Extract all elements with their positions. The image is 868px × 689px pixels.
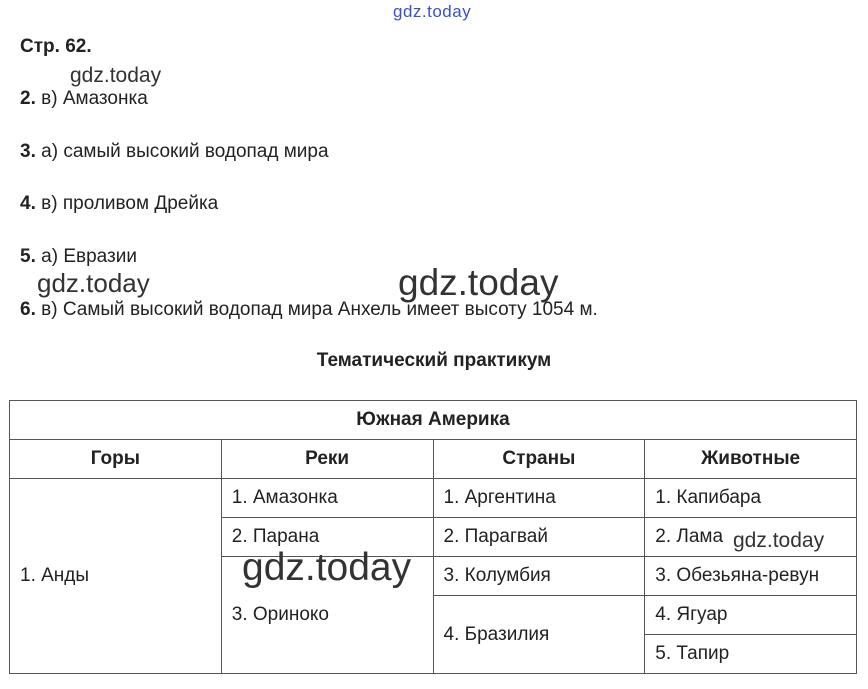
answer-5 bbox=[20, 246, 137, 268]
river-cell: 3. Ориноко bbox=[221, 557, 433, 674]
answer-text: а) самый высокий водопад мира bbox=[41, 141, 329, 162]
animal-cell: 4. Ягуар bbox=[645, 596, 857, 635]
answer-text: в) проливом Дрейка bbox=[41, 193, 219, 214]
section-title: Тематический практикум bbox=[316, 350, 552, 371]
answer-number: 3. bbox=[20, 141, 36, 162]
watermark: gdz.today bbox=[37, 268, 150, 298]
answer-4 bbox=[20, 193, 218, 215]
watermark: gdz.today bbox=[70, 64, 162, 87]
table-caption-row bbox=[10, 401, 857, 440]
watermark: gdz.today bbox=[733, 529, 825, 552]
country-cell: 3. Колумбия bbox=[433, 557, 645, 596]
mountain-cell: 1. Анды bbox=[10, 479, 222, 674]
header-animals: Животные bbox=[645, 440, 857, 479]
country-cell: 1. Аргентина bbox=[433, 479, 645, 518]
river-cell: 1. Амазонка bbox=[221, 479, 433, 518]
watermark: gdz.today bbox=[398, 262, 559, 303]
table-header-row bbox=[10, 440, 857, 479]
answer-number: 4. bbox=[20, 193, 36, 214]
south-america-table bbox=[9, 400, 857, 674]
watermark-top: gdz.today bbox=[393, 2, 472, 21]
answer-number: 6. bbox=[20, 299, 36, 320]
animal-cell: 1. Капибара bbox=[645, 479, 857, 518]
country-cell: 4. Бразилия bbox=[433, 596, 645, 674]
table-row bbox=[10, 479, 857, 518]
country-cell: 2. Парагвай bbox=[433, 518, 645, 557]
page-label: Стр. 62. bbox=[20, 36, 92, 57]
watermark: gdz.today bbox=[242, 546, 412, 589]
animal-cell: 5. Тапир bbox=[645, 635, 857, 674]
animal-cell: 2. Лама bbox=[645, 518, 857, 557]
answer-3 bbox=[20, 141, 329, 163]
answer-number: 5. bbox=[20, 246, 36, 267]
table-caption: Южная Америка bbox=[10, 401, 857, 440]
answer-2 bbox=[20, 88, 148, 110]
answer-text: в) Самый высокий водопад мира Анхель имеет высоту 1054 м. bbox=[41, 299, 598, 320]
answer-number: 2. bbox=[20, 88, 36, 109]
header-mountains: Горы bbox=[10, 440, 222, 479]
header-rivers: Реки bbox=[221, 440, 433, 479]
answer-text: а) Евразии bbox=[41, 246, 137, 267]
header-countries: Страны bbox=[433, 440, 645, 479]
answer-text: в) Амазонка bbox=[41, 88, 148, 109]
animal-cell: 3. Обезьяна-ревун bbox=[645, 557, 857, 596]
river-cell: 2. Парана bbox=[221, 518, 433, 557]
